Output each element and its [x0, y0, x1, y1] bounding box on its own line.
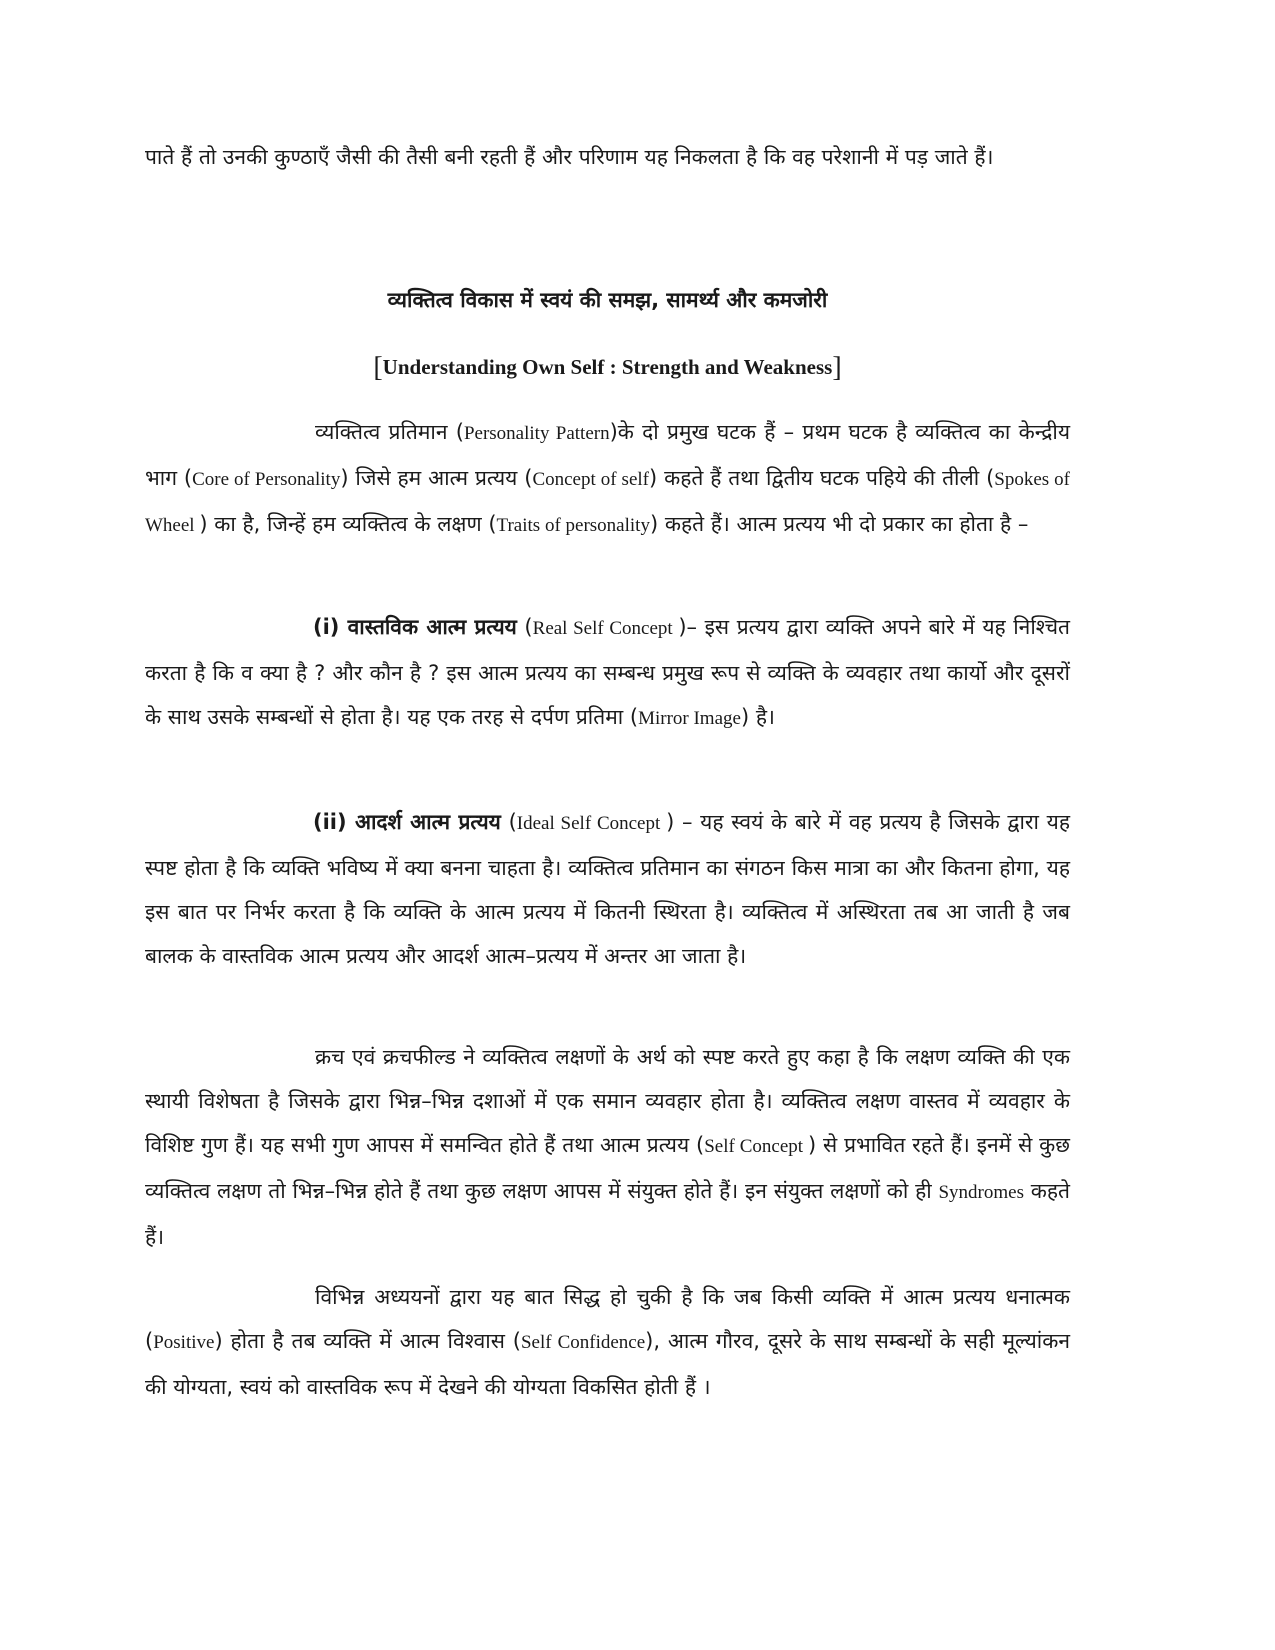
- para3-term-2: Self Confidence: [520, 1332, 646, 1353]
- item1-term-1: Real Self Concept: [532, 618, 679, 639]
- intro-paragraph: [145, 135, 1070, 179]
- para3-term-1: Positive: [153, 1332, 215, 1353]
- item2-term-1: Ideal Self Concept: [516, 813, 667, 834]
- item2-label: (ii) आदर्श आत्म प्रत्यय: [313, 810, 501, 834]
- para1-text-3: ) जिसे हम आत्म प्रत्यय (: [340, 466, 533, 490]
- item1-text-2: )– इस प्रत्यय द्वारा व्यक्ति अपने बारे में यह निश्चित करता है कि व क्या है ? और कौन है ? इस आत्म प्रत्यय का सम्बन्ध प्रमुख रूप से व्यक्ति के व्यवहार तथा कार्यो और दूसरों के साथ उसके सम्बन्धों से होता है। यह एक तरह से दर्पण प्रतिमा (: [145, 615, 1070, 729]
- item2-text-1: (: [500, 810, 517, 834]
- section-heading-english: [145, 350, 1070, 385]
- item-ideal-self-concept: [145, 800, 1070, 978]
- para2-term-2: Syndromes: [938, 1182, 1024, 1203]
- para1-text-1: व्यक्तित्व प्रतिमान (: [315, 420, 464, 444]
- intro-text: पाते हैं तो उनकी कुण्ठाएँ जैसी की तैसी बनी रहती हैं और परिणाम यह निकलता है कि वह परेशानी में पड़ जाते हैं।: [145, 145, 994, 169]
- para1-text-6: ) कहते हैं। आत्म प्रत्यय भी दो प्रकार का होता है –: [649, 512, 1029, 536]
- para3-text-2: ) होता है तब व्यक्ति में आत्म विश्वास (: [214, 1329, 521, 1353]
- para1-text-5: ) का है, जिन्हें हम व्यक्तित्व के लक्षण (: [199, 512, 497, 536]
- para1-text-4: ) कहते हैं तथा द्वितीय घटक पहिये की तीली (: [648, 466, 995, 490]
- para2-text-3: कहते हैं।: [145, 1179, 1070, 1249]
- para3-text-1: विभिन्न अध्ययनों द्वारा यह बात सिद्ध हो चुकी है कि जब किसी व्यक्ति में आत्म प्रत्यय धनात्मक (: [145, 1285, 1070, 1353]
- para1-term-1: Personality Pattern: [463, 423, 610, 444]
- para2-text-2: ) से प्रभावित रहते हैं। इनमें से कुछ व्यक्तित्व लक्षण तो भिन्न–भिन्न होते हैं तथा कुछ लक्षण आपस में संयुक्त होते हैं। इन संयुक्त लक्षणों को ही: [145, 1133, 1070, 1203]
- para3-text-3: ), आत्म गौरव, दूसरे के साथ सम्बन्धों के सही मूल्यांकन की योग्यता, स्वयं को वास्तविक रूप में देखने की योग्यता विकसित होती हैं ।: [145, 1329, 1071, 1399]
- item1-label: (i) वास्तविक आत्म प्रत्यय: [313, 615, 517, 639]
- open-bracket: [: [373, 352, 383, 383]
- paragraph-personality-pattern: [145, 410, 1070, 548]
- para1-term-5: Traits of personality: [496, 515, 650, 536]
- para1-term-4: Spokes of Wheel: [145, 469, 1070, 536]
- item1-text-3: ) है।: [740, 705, 775, 729]
- para1-text-2: )के दो प्रमुख घटक हैं – प्रथम घटक है व्यक्तित्व का केन्द्रीय भाग (: [145, 420, 1070, 490]
- item1-term-2: Mirror Image: [638, 708, 741, 729]
- section-heading-english-text: Understanding Own Self : Strength and Weakness: [382, 355, 833, 379]
- para1-term-3: Concept of self: [532, 469, 649, 490]
- section-heading-hindi: व्यक्तित्व विकास में स्वयं की समझ, सामर्थ्य और कमजोरी: [387, 288, 828, 312]
- para2-term-1: Self Concept: [704, 1136, 808, 1157]
- paragraph-positive-self-concept: [145, 1275, 1070, 1409]
- item-real-self-concept: [145, 605, 1070, 741]
- close-bracket: ]: [832, 352, 842, 383]
- paragraph-krech-crutchfield: [145, 1035, 1070, 1259]
- para2-text-1: क्रच एवं क्रचफील्ड ने व्यक्तित्व लक्षणों के अर्थ को स्पष्ट करते हुए कहा है कि लक्षण व्यक्ति की एक स्थायी विशेषता है जिसके द्वारा भिन्न–भिन्न दशाओं में एक समान व्यवहार होता है। व्यक्तित्व लक्षण वास्तव में व्यवहार के विशिष्ट गुण हैं। यह सभी गुण आपस में समन्वित होते हैं तथा आत्म प्रत्यय (: [145, 1045, 1070, 1157]
- para1-term-2: Core of Personality: [192, 469, 341, 490]
- item2-text-2: ) – यह स्वयं के बारे में वह प्रत्यय है जिसके द्वारा यह स्पष्ट होता है कि व्यक्ति भविष्य में क्या बनना चाहता है। व्यक्तित्व प्रतिमान का संगठन किस मात्रा का और कितना होगा, यह इस बात पर निर्भर करता है कि व्यक्ति के आत्म प्रत्यय में कितनी स्थिरता है। व्यक्तित्व में अस्थिरता तब आ जाती है जब बालक के वास्तविक आत्म प्रत्यय और आदर्श आत्म–प्रत्यय में अन्तर आ जाता है।: [145, 810, 1070, 968]
- item1-text-1: (: [516, 615, 533, 639]
